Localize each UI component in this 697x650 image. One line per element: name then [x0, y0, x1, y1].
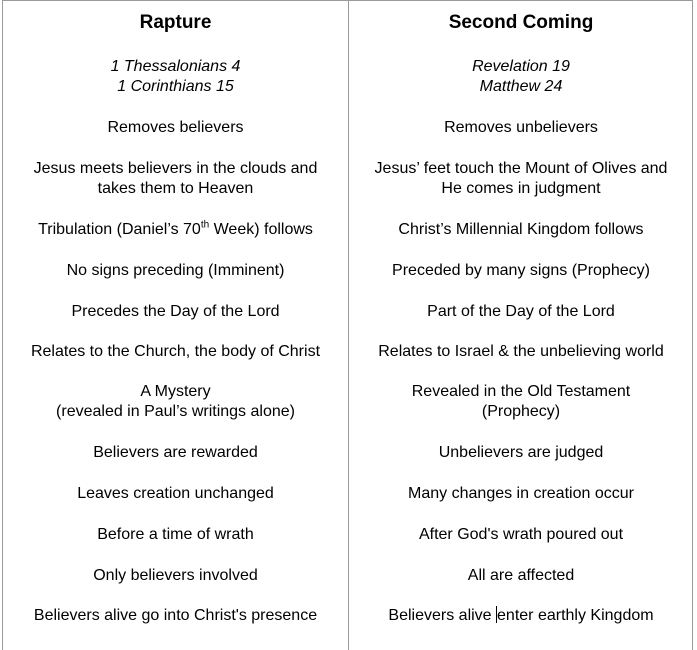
rapture-row-2-line-1: Jesus meets believers in the clouds and	[33, 160, 318, 177]
second-coming-row-9: Many changes in creation occur	[408, 485, 634, 502]
second-coming-row-2-line-1: Jesus’ feet touch the Mount of Olives and	[374, 160, 668, 177]
second-coming-row-12-part-2: enter earthly Kingdom	[497, 607, 654, 624]
rapture-column	[3, 0, 348, 650]
rapture-row-7-line-2: (revealed in Paul’s writings alone)	[56, 403, 295, 420]
rapture-row-3-part-1: Tribulation (Daniel’s 70	[38, 221, 201, 238]
rapture-ref-2: 1 Corinthians 15	[117, 78, 234, 95]
rapture-row-3-superscript: th	[200, 219, 210, 231]
second-coming-references	[349, 57, 693, 97]
rapture-row-12: Believers alive go into Christ's presence	[33, 607, 318, 624]
rapture-row-7	[3, 382, 348, 422]
rapture-heading: Rapture	[139, 12, 212, 33]
second-coming-row-10: After God's wrath poured out	[418, 526, 624, 543]
rapture-ref-1: 1 Thessalonians 4	[110, 58, 241, 75]
rapture-row-3-part-2: Week) follows	[209, 221, 313, 238]
second-coming-row-6: Relates to Israel & the unbelieving world	[378, 343, 664, 360]
rapture-row-8: Believers are rewarded	[93, 444, 258, 461]
second-coming-row-12-part-1: Believers alive	[388, 607, 497, 624]
rapture-row-6: Relates to the Church, the body of Christ	[30, 343, 321, 360]
second-coming-row-7-line-2: (Prophecy)	[481, 403, 561, 420]
rapture-row-3	[3, 220, 348, 240]
second-coming-ref-1: Revelation 19	[472, 58, 570, 75]
second-coming-column	[349, 0, 693, 650]
second-coming-row-4: Preceded by many signs (Prophecy)	[392, 262, 650, 279]
second-coming-heading: Second Coming	[448, 12, 594, 33]
second-coming-row-2-line-2: He comes in judgment	[441, 180, 601, 197]
second-coming-row-7	[349, 382, 693, 422]
rapture-row-1: Removes believers	[107, 119, 244, 136]
second-coming-row-11: All are affected	[467, 567, 575, 584]
rapture-row-7-line-1: A Mystery	[140, 383, 211, 400]
rapture-row-5: Precedes the Day of the Lord	[71, 303, 280, 320]
second-coming-row-2	[349, 159, 693, 199]
rapture-row-2	[3, 159, 348, 199]
rapture-row-10: Before a time of wrath	[97, 526, 254, 543]
second-coming-row-3: Christ’s Millennial Kingdom follows	[398, 221, 644, 238]
second-coming-ref-2: Matthew 24	[479, 78, 563, 95]
second-coming-row-7-line-1: Revealed in the Old Testament	[411, 383, 631, 400]
rapture-row-2-line-2: takes them to Heaven	[97, 180, 254, 197]
second-coming-row-1: Removes unbelievers	[444, 119, 598, 136]
second-coming-row-12	[349, 606, 693, 626]
rapture-row-4: No signs preceding (Imminent)	[66, 262, 285, 279]
second-coming-row-8: Unbelievers are judged	[438, 444, 604, 461]
rapture-row-11: Only believers involved	[93, 567, 258, 584]
rapture-row-9: Leaves creation unchanged	[77, 485, 274, 502]
second-coming-row-5: Part of the Day of the Lord	[427, 303, 615, 320]
rapture-references	[3, 57, 348, 97]
